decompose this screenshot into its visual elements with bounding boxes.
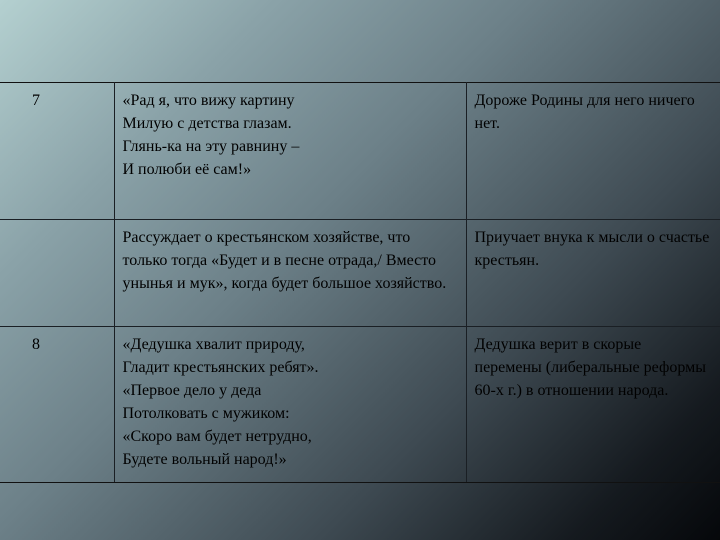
table-row (0, 327, 720, 483)
table-row (0, 83, 720, 220)
literature-table (0, 82, 720, 483)
commentary-cell (466, 327, 720, 483)
row-number: 8 (32, 336, 40, 353)
commentary-text: Дедушка верит в скорые перемены (либеральные реформы 60-х г.) в отношении народа. (474, 336, 706, 399)
poem-quote-cell (114, 327, 466, 483)
poem-line: Милую с детства глазам. (122, 115, 292, 132)
poem-line: Будете вольный народ!» (122, 451, 287, 468)
row-number: 7 (32, 92, 40, 109)
row-number-cell (0, 327, 114, 483)
poem-quote-cell (114, 83, 466, 220)
poem-quote-cell (114, 220, 466, 327)
poem-line: «Первое дело у деда (122, 382, 262, 399)
row-number-cell (0, 220, 114, 327)
commentary-cell (466, 220, 720, 327)
poem-line: Потолковать с мужиком: (122, 405, 290, 422)
poem-line: Гладит крестьянских ребят». (122, 359, 319, 376)
poem-line: «Рад я, что вижу картину (122, 92, 295, 109)
table-row (0, 220, 720, 327)
poem-line: И полюби её сам!» (122, 161, 252, 178)
poem-line: «Дедушка хвалит природу, (122, 336, 305, 353)
poem-line: Глянь-ка на эту равнину – (122, 138, 300, 155)
paraphrase-text: Рассуждает о крестьянском хозяйстве, что только тогда «Будет и в песне отрада,/ Вместо унынья и мук», когда будет большое хозяйство. (122, 229, 447, 292)
commentary-text: Дороже Родины для него ничего нет. (474, 92, 695, 132)
commentary-text: Приучает внука к мысли о счастье крестьян. (474, 229, 710, 269)
commentary-cell (466, 83, 720, 220)
row-number-cell (0, 83, 114, 220)
poem-line: «Скоро вам будет нетрудно, (122, 428, 312, 445)
